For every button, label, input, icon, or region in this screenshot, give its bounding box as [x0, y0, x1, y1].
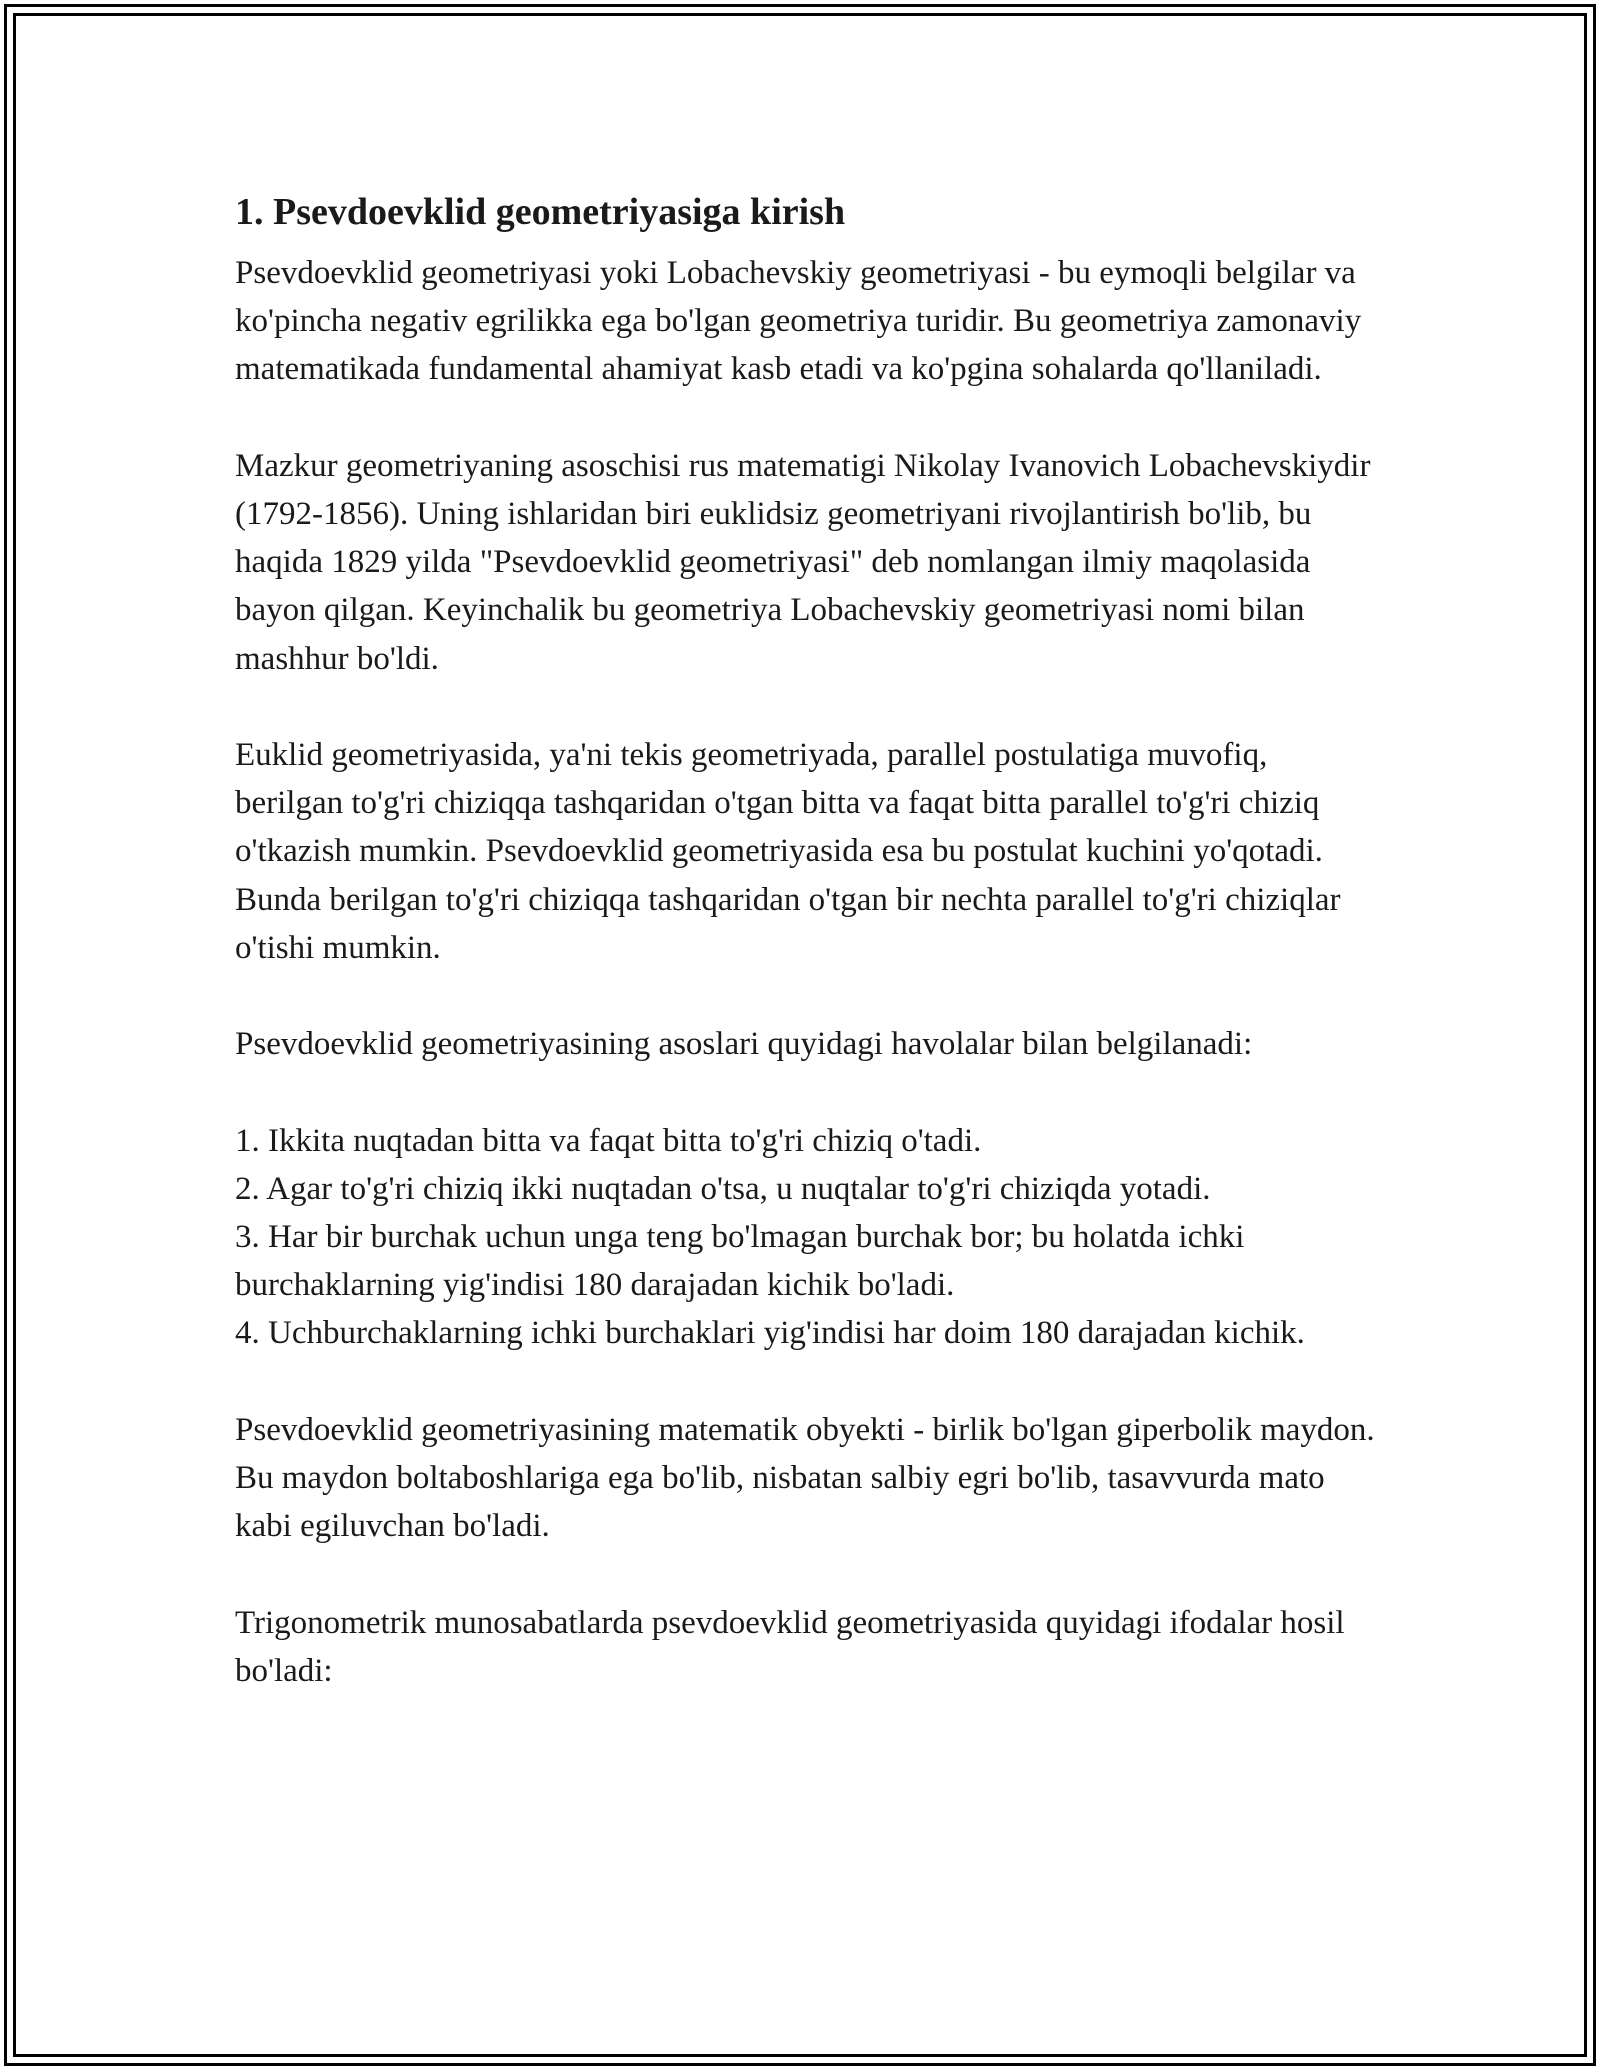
trigonometric-paragraph: Trigonometrik munosabatlarda psevdoevklid geometriyasida quyidagi ifodalar hosil bo'ladi: [235, 1604, 1345, 1689]
document-body [235, 185, 1375, 1743]
list-item: 4. Uchburchaklarning ichki burchaklari yig'indisi har doim 180 darajadan kichik. [235, 1315, 1305, 1352]
list-item: 1. Ikkita nuqtadan bitta va faqat bitta to'g'ri chiziq o'tadi. [235, 1122, 982, 1159]
foundations-intro-paragraph: Psevdoevklid geometriyasining asoslari quyidagi havolalar bilan belgilanadi: [235, 1026, 1253, 1063]
list-item: 3. Har bir burchak uchun unga teng bo'lmagan burchak bor; bu holatda ichki burchaklarning yig'indisi 180 darajadan kichik bo'ladi. [235, 1219, 1245, 1304]
intro-paragraph: Psevdoevklid geometriyasi yoki Lobachevskiy geometriyasi - bu eymoqli belgilar va ko'pincha negativ egrilikka ega bo'lgan geometriya turidir. Bu geometriya zamonaviy matematikada fundamental ahamiyat kasb etadi va ko'pgina sohalarda qo'llaniladi. [235, 255, 1362, 388]
list-item: 2. Agar to'g'ri chiziq ikki nuqtadan o'tsa, u nuqtalar to'g'ri chiziqda yotadi. [235, 1170, 1211, 1207]
section-heading: 1. Psevdoevklid geometriyasiga kirish [235, 191, 846, 233]
foundations-list [235, 1117, 1375, 1358]
hyperbolic-field-paragraph: Psevdoevklid geometriyasining matematik obyekti - birlik bo'lgan giperbolik maydon. Bu maydon boltaboshlariga ega bo'lib, nisbatan salbiy egri bo'lib, tasavvurda mato kabi egiluvchan bo'ladi. [235, 1411, 1375, 1545]
history-paragraph: Mazkur geometriyaning asoschisi rus matematigi Nikolay Ivanovich Lobachevskiydir (1792-1856). Uning ishlaridan biri euklidsiz geometriyani rivojlantirish bo'lib, bu haqida 1829 yilda "Psevdoevklid geometriyasi" deb nomlangan ilmiy maqolasida bayon qilgan. Keyinchalik bu geometriya Lobachevskiy geometriyasi nomi bilan mashhur bo'ldi. [235, 447, 1371, 677]
postulate-paragraph: Euklid geometriyasida, ya'ni tekis geometriyada, parallel postulatiga muvofiq, berilgan to'g'ri chiziqqa tashqaridan o'tgan bitta va faqat bitta parallel to'g'ri chiziq o'tkazish mumkin. Psevdoevklid geometriyasida esa bu postulat kuchini yo'qotadi. Bunda berilgan to'g'ri chiziqqa tashqaridan o'tgan bir nechta parallel to'g'ri chiziqlar o'tishi mumkin. [235, 737, 1341, 966]
